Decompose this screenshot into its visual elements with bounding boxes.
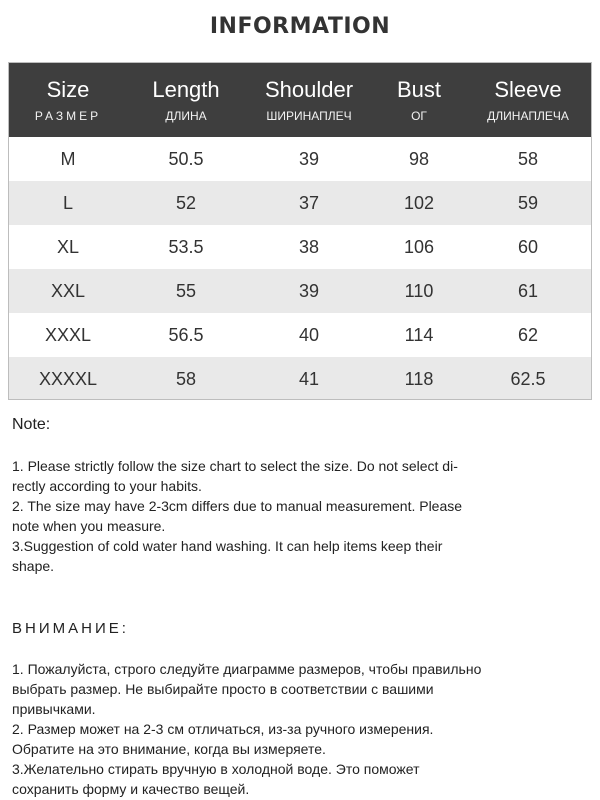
header-main: Length [152, 77, 220, 102]
note-title: ВНИМАНИЕ: [12, 620, 129, 637]
cell-shoulder: 39 [298, 148, 320, 169]
note-line: сохранить форму и качество вещей. [12, 781, 250, 797]
table-row [9, 225, 591, 269]
cell-length: 50.5 [168, 148, 204, 169]
note-line: note when you measure. [12, 518, 166, 534]
cell-shoulder: 41 [298, 368, 320, 389]
cell-length: 55 [175, 280, 197, 301]
cell-shoulder: 37 [298, 192, 320, 213]
header-shoulder [245, 63, 373, 137]
table-row [9, 313, 591, 357]
note-line: 2. Размер может на 2-3 см отличаться, из-за ручного измерения. [12, 721, 434, 737]
cell-size: M [60, 148, 76, 169]
cell-size: XL [56, 236, 80, 257]
table-row [9, 269, 591, 313]
header-sub: ДЛИНАПЛЕЧА [487, 109, 569, 123]
cell-sleeve: 62 [517, 324, 539, 345]
note-line: привычками. [12, 701, 96, 717]
cell-sleeve: 62.5 [510, 368, 546, 389]
header-main: Size [46, 77, 90, 102]
note-line: rectly according to your habits. [12, 478, 202, 494]
note-line: 3.Suggestion of cold water hand washing. It can help items keep their [12, 538, 443, 554]
cell-size: XXXXL [38, 368, 98, 389]
note-line: Обратите на это внимание, когда вы измеряете. [12, 741, 326, 757]
header-sleeve [465, 63, 591, 137]
header-sub: ШИРИНАПЛЕЧ [266, 109, 352, 123]
note-line: 3.Желательно стирать вручную в холодной воде. Это поможет [12, 761, 420, 777]
cell-length: 53.5 [168, 236, 204, 257]
note-line: 1. Пожалуйста, строго следуйте диаграмме размеров, чтобы правильно [12, 661, 482, 677]
header-sub: ДЛИНА [165, 109, 207, 123]
cell-length: 58 [175, 368, 197, 389]
cell-size: L [62, 192, 73, 213]
cell-size: XXL [50, 280, 86, 301]
header-main: Shoulder [264, 77, 354, 102]
cell-bust: 114 [404, 324, 434, 345]
cell-sleeve: 61 [517, 280, 539, 301]
cell-sleeve: 58 [517, 148, 539, 169]
cell-sleeve: 59 [517, 192, 539, 213]
header-sub: РАЗМЕР [34, 109, 102, 123]
header-sub: ОГ [411, 109, 427, 123]
page-title: INFORMATION [209, 14, 391, 39]
table-row [9, 181, 591, 225]
header-main: Sleeve [494, 77, 562, 102]
note-english [12, 416, 582, 576]
cell-bust: 98 [408, 148, 430, 169]
header-bust [373, 63, 465, 137]
cell-sleeve: 60 [517, 236, 539, 257]
cell-bust: 102 [403, 192, 435, 213]
cell-bust: 110 [404, 280, 434, 301]
header-size [9, 63, 127, 137]
note-title: Note: [12, 416, 51, 433]
table-header [9, 63, 591, 137]
cell-shoulder: 38 [298, 236, 320, 257]
cell-bust: 106 [403, 236, 435, 257]
note-line: выбрать размер. Не выбирайте просто в соответствии с вашими [12, 681, 434, 697]
cell-length: 52 [175, 192, 197, 213]
cell-length: 56.5 [168, 324, 204, 345]
cell-shoulder: 39 [298, 280, 320, 301]
note-line: 1. Please strictly follow the size chart to select the size. Do not select di- [12, 458, 458, 474]
cell-shoulder: 40 [298, 324, 320, 345]
note-russian [12, 620, 582, 799]
header-main: Bust [396, 77, 442, 102]
cell-size: XXXL [44, 324, 92, 345]
size-table [8, 62, 592, 400]
cell-bust: 118 [404, 368, 434, 389]
note-line: shape. [12, 558, 55, 574]
note-line: 2. The size may have 2-3cm differs due to manual measurement. Please [12, 498, 463, 514]
header-length [127, 63, 245, 137]
table-row [9, 357, 591, 400]
table-row [9, 137, 591, 181]
